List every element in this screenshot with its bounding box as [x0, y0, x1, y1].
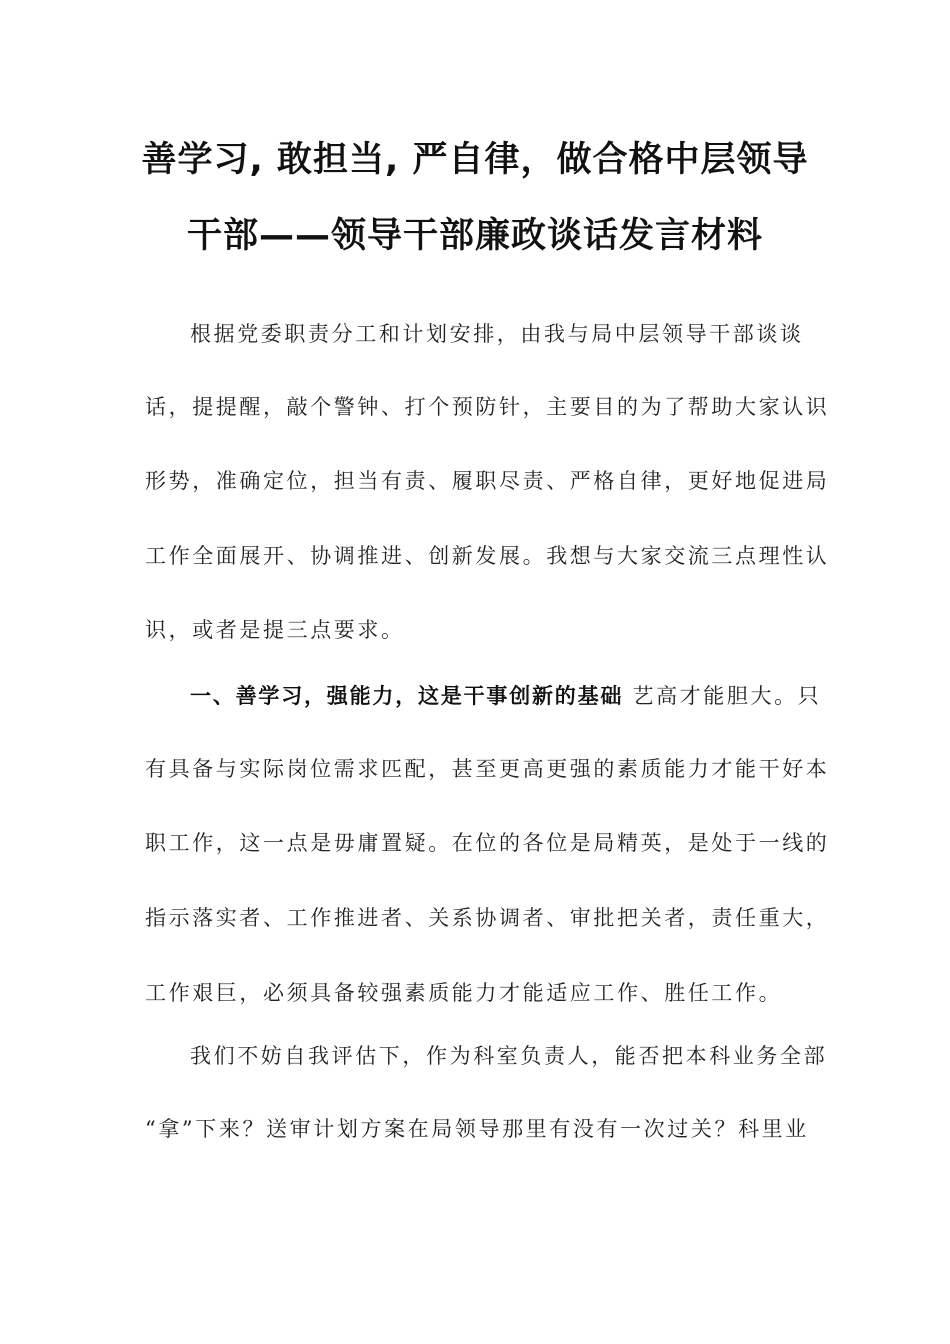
- paragraph-1-line-1: 根据党委职责分工和计划安排，由我与局中层领导干部谈谈: [190, 322, 804, 346]
- document-title-line-1: 善学习, 敢担当, 严自律，做合格中层领导: [141, 140, 809, 180]
- paragraph-3-line-1: 我们不妨自我评估下，作为科室负责人，能否把本科业务全部: [190, 1044, 828, 1068]
- section-1-line-4: 指示落实者、工作推进者、关系协调者、审批把关者，责任重大，: [145, 906, 830, 930]
- paragraph-1-line-2: 话，提提醒，敲个警钟、打个预防针，主要目的为了帮助大家认识: [145, 395, 830, 419]
- paragraph-1-line-5: 识，或者是提三点要求。: [145, 618, 405, 642]
- document-title-line-2: 干部——领导干部廉政谈话发言材料: [186, 216, 763, 256]
- section-1-heading: 一、善学习，强能力，这是干事创新的基础: [190, 684, 624, 708]
- section-1-line-2: 有具备与实际岗位需求匹配，甚至更高更强的素质能力才能干好本: [145, 757, 830, 781]
- paragraph-1-line-4: 工作全面展开、协调推进、创新发展。我想与大家交流三点理性认: [145, 544, 830, 568]
- section-1-first-line: [190, 682, 850, 710]
- section-1-line-5: 工作艰巨，必须具备较强素质能力才能适应工作、胜任工作。: [145, 981, 783, 1005]
- paragraph-1-line-3: 形势，准确定位，担当有责、履职尽责、严格自律，更好地促进局: [145, 469, 830, 493]
- section-1-line-3: 职工作，这一点是毋庸置疑。在位的各位是局精英，是处于一线的: [145, 831, 830, 855]
- section-1-heading-tail: 艺高才能胆大。只: [623, 684, 822, 708]
- paragraph-3-line-2: “拿”下来？送审计划方案在局领导那里有没有一次过关？科里业: [145, 1117, 809, 1141]
